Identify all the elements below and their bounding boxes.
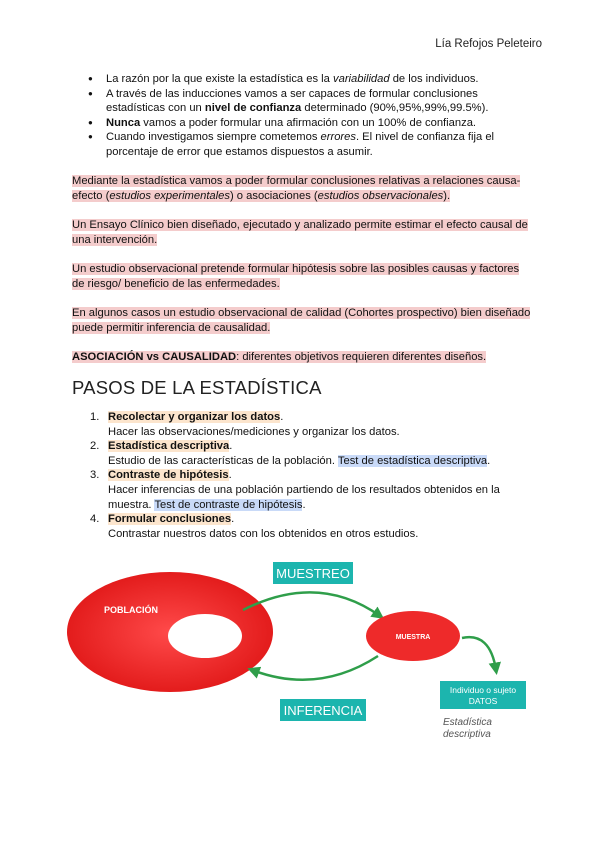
- step-item: 2. Estadística descriptiva. Estudio de las características de la población. Test de estadística descriptiva.: [90, 440, 491, 467]
- datos-label-line2: DATOS: [468, 696, 498, 706]
- bullet-item: ● A través de las inducciones vamos a ser capaces de formular conclusiones estadísticas con un nivel de confianza determinado (90%,95%,99%,99.5%).: [88, 87, 528, 116]
- step-item: 1. Recolectar y organizar los datos. Hacer las observaciones/mediciones y organizar los datos.: [90, 411, 400, 438]
- step-item: 4. Formular conclusiones. Contrastar nuestros datos con los obtenidos en otros estudios.: [90, 513, 419, 540]
- steps-list: [90, 410, 530, 541]
- step-item: 3. Contraste de hipótesis. Hacer inferencias de una población partiendo de los resultados obtenidos en la muestra. Test de contraste de hipótesis.: [90, 469, 500, 511]
- bullet-item: ● Cuando investigamos siempre cometemos errores. El nivel de confianza fija el porcentaje de error que estamos dispuestos a asumir.: [88, 130, 528, 159]
- paragraph-cohortes: En algunos casos un estudio observacional de calidad (Cohortes prospectivo) bien diseñado puede permitir inferencia de causalidad.: [72, 307, 531, 334]
- poblacion-label: POBLACIÓN: [104, 605, 158, 615]
- paragraph-causa-efecto: Mediante la estadística vamos a poder formular conclusiones relativas a relaciones causa-efecto (estudios experimentales) o asociaciones (estudios observacionales).: [72, 175, 521, 202]
- section-title: PASOS DE LA ESTADÍSTICA: [72, 377, 322, 398]
- paragraph-estudio-observacional: Un estudio observacional pretende formular hipótesis sobre las posibles causas y factores de riesgo/ beneficio de las enfermedades.: [72, 263, 520, 290]
- sampling-diagram: [0, 550, 600, 750]
- inferencia-label: INFERENCIA: [283, 703, 363, 718]
- paragraph-ensayo-clinico: Un Ensayo Clínico bien diseñado, ejecutado y analizado permite estimar el efecto causal de una intervención.: [72, 219, 528, 246]
- intro-bullet-list: [88, 72, 528, 160]
- muestra-label: MUESTRA: [395, 634, 431, 641]
- inferencia-arrow: [252, 656, 378, 680]
- paragraph-asociacion-causalidad: ASOCIACIÓN vs CAUSALIDAD: diferentes objetivos requieren diferentes diseños.: [72, 351, 487, 363]
- bullet-item: ● La razón por la que existe la estadística es la variabilidad de los individuos.: [88, 72, 528, 87]
- descriptiva-label-line1: Estadística: [443, 717, 492, 728]
- muestreo-label: MUESTREO: [276, 566, 350, 581]
- datos-arrow: [462, 637, 496, 670]
- author-name: Lía Refojos Peleteiro: [435, 38, 542, 50]
- descriptiva-label-line2: descriptiva: [443, 729, 491, 740]
- poblacion-center: [168, 614, 242, 658]
- datos-label-line1: Individuo o sujeto: [449, 685, 517, 695]
- bullet-item: ● Nunca vamos a poder formular una afirmación con un 100% de confianza.: [88, 116, 528, 131]
